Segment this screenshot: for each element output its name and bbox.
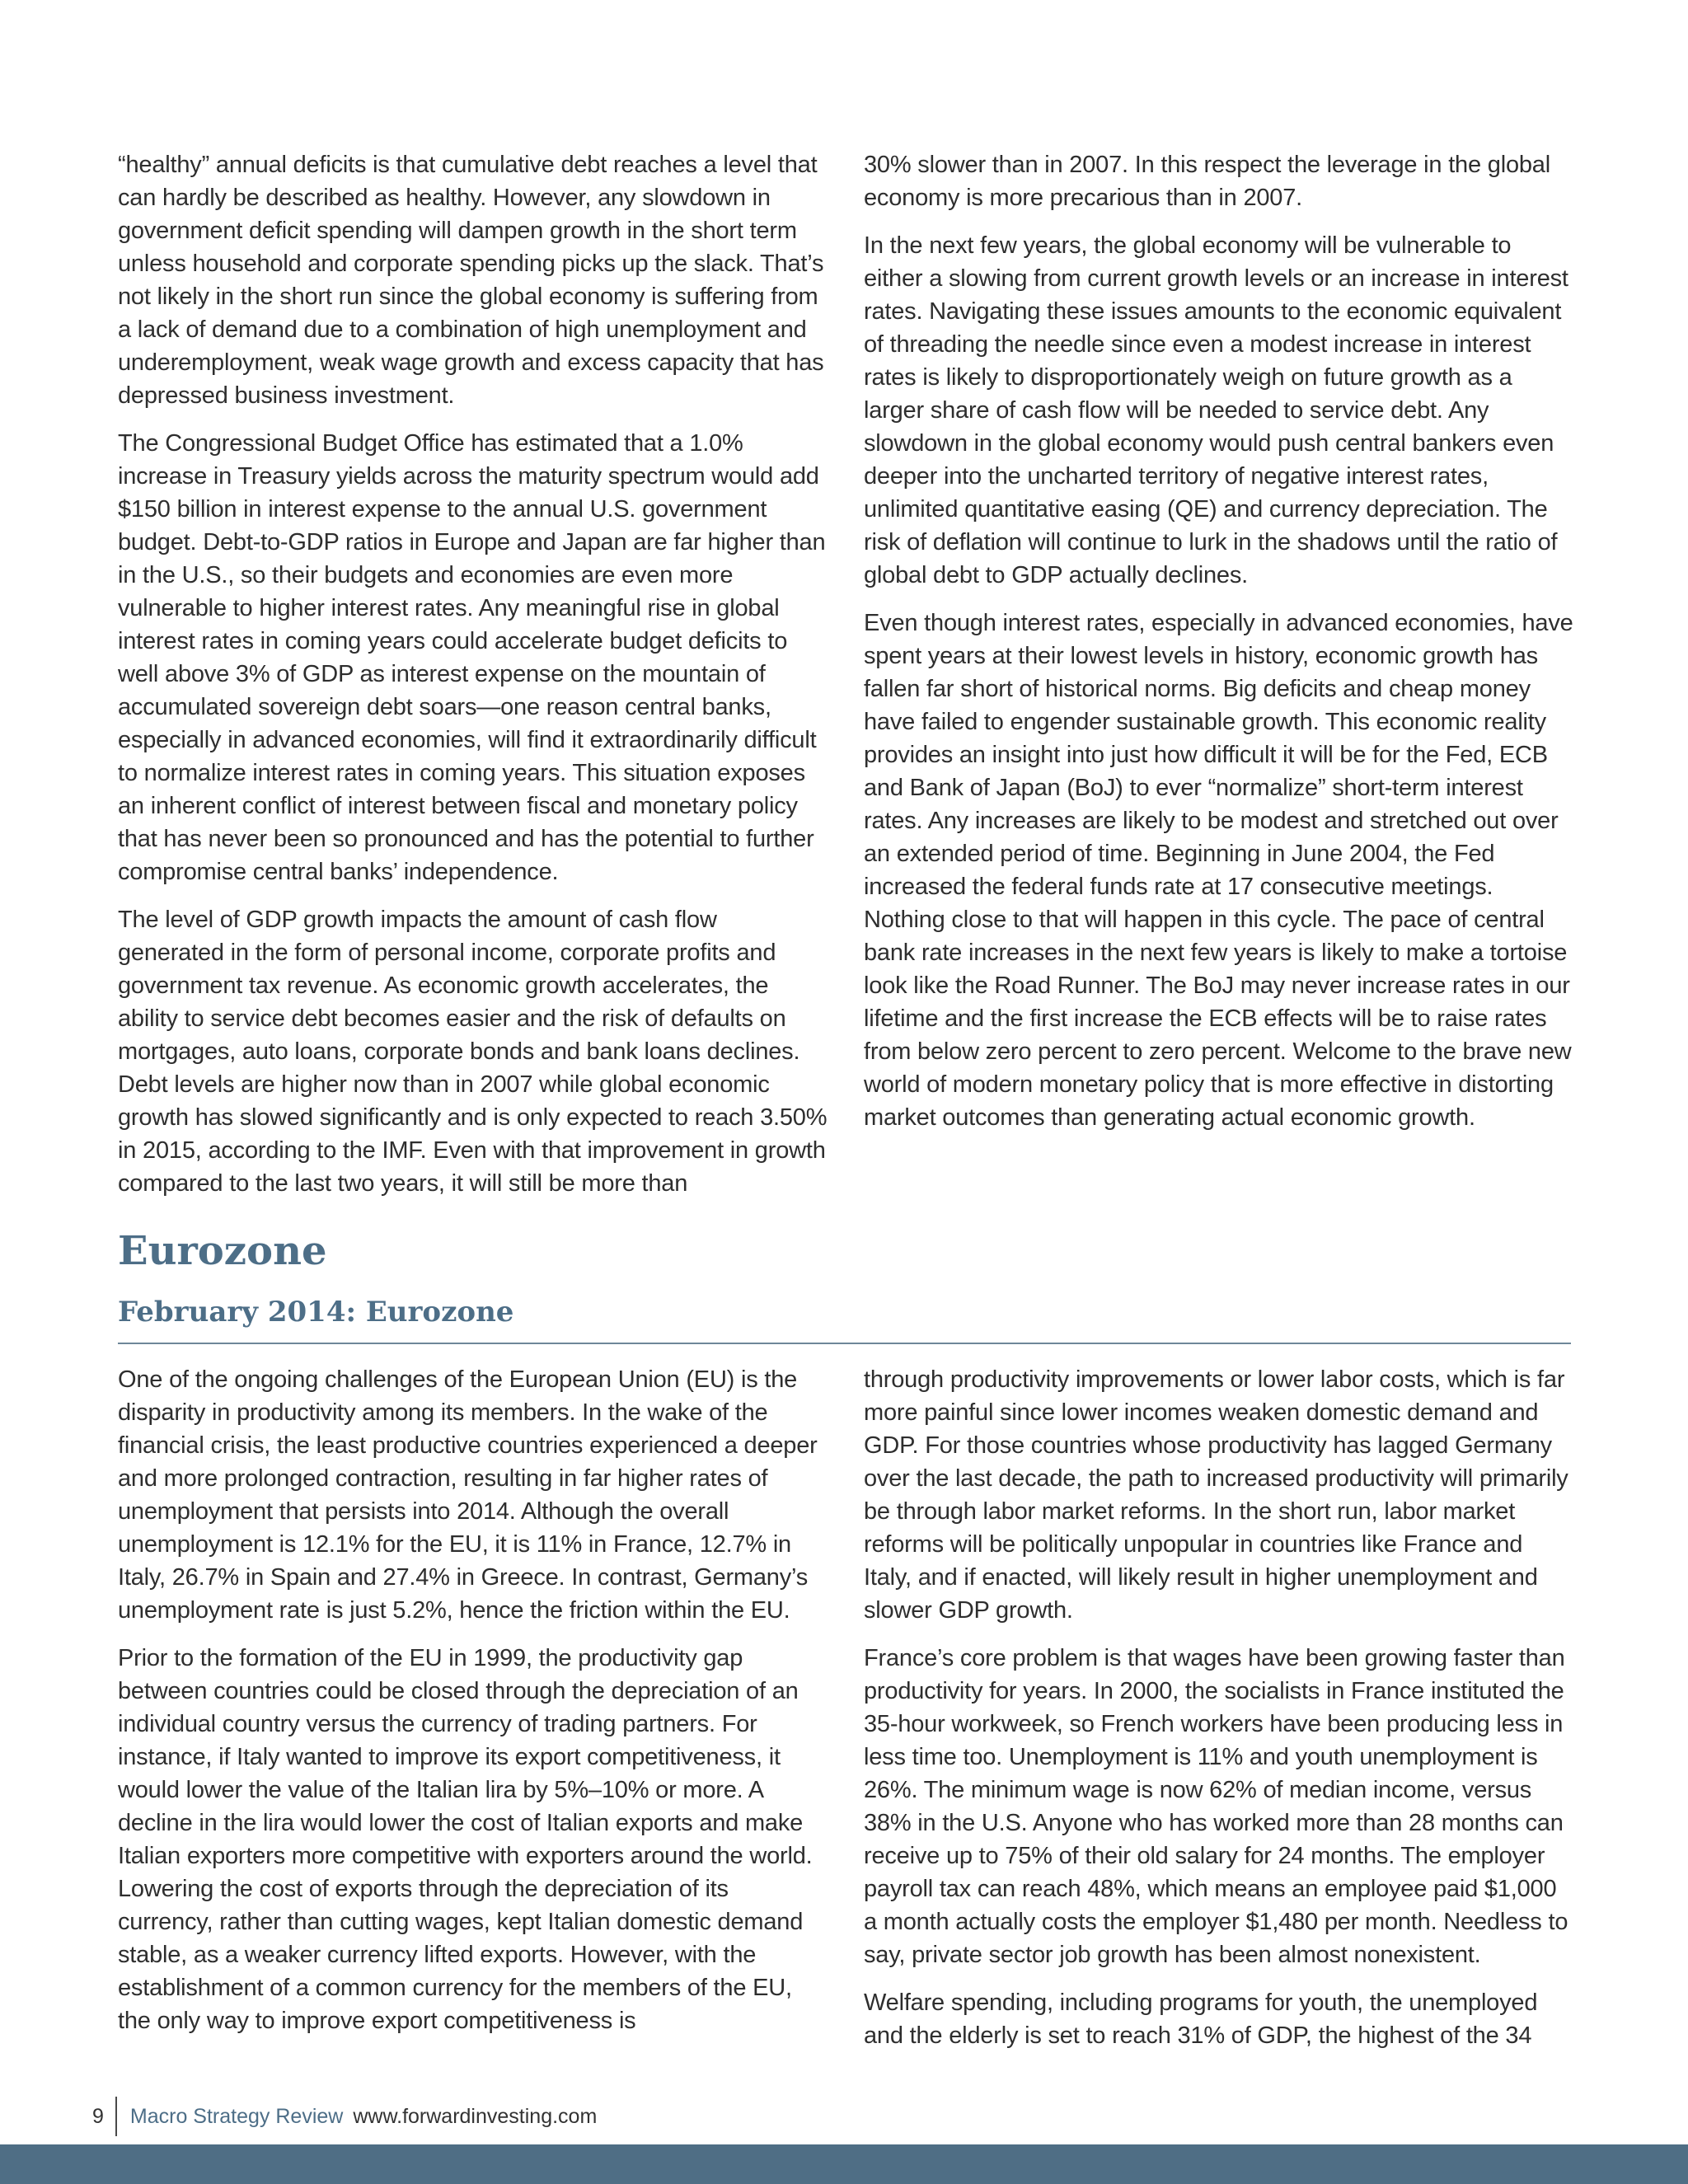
- body-paragraph: In the next few years, the global economy will be vulnerable to either a slowing from current growth levels or an increase in interest rates. Navigating these issues amounts to the economic equivalent of threading the needle since even a modest increase in interest rates is likely to disproportionately weigh on future growth as a larger share of cash flow will be needed to service debt. Any slowdown in the global economy would push central bankers even deeper into the uncharted territory of negative interest rates, unlimited quantitative easing (QE) and currency depreciation. The risk of deflation will continue to lurk in the shadows until the ratio of global debt to GDP actually declines.: [864, 232, 1568, 588]
- body-paragraph: Welfare spending, including programs for youth, the unemployed and the elderly is set to reach 31% of GDP, the highest of the 34: [864, 1990, 1538, 2049]
- footer-band: [0, 2144, 1688, 2184]
- section-title: Eurozone: [118, 1228, 327, 1274]
- section-subtitle: February 2014: Eurozone: [118, 1296, 514, 1329]
- body-paragraph: “healthy” annual deficits is that cumulative debt reaches a level that can hardly be described as healthy. However, any slowdown in government deficit spending will dampen growth in the short term unless household and corporate spending picks up the slack. That’s not likely in the short run since the global economy is suffering from a lack of demand due to a combination of high unemployment and underemployment, weak wage growth and excess capacity that has depressed business investment.: [118, 152, 824, 409]
- body-paragraph: The level of GDP growth impacts the amount of cash flow generated in the form of personal income, corporate profits and government tax revenue. As economic growth accelerates, the ability to service debt becomes easier and the risk of defaults on mortgages, auto loans, corporate bonds and bank loans declines. Debt levels are higher now than in 2007 while global economic growth has slowed significantly and is only expected to reach 3.50% in 2015, according to the IMF. Even with that improvement in growth compared to the last two years, it will still be more than: [118, 907, 828, 1197]
- section-divider: [118, 1343, 1571, 1344]
- body-paragraph: Even though interest rates, especially in advanced economies, have spent years at their lowest levels in history, economic growth has fallen far short of historical norms. Big deficits and cheap money have failed to engender sustainable growth. This economic reality provides an insight into just how difficult it will be for the Fed, ECB and Bank of Japan (BoJ) to ever “normalize” short-term interest rates. Any increases are likely to be modest and stretched out over an extended period of time. Beginning in June 2004, the Fed increased the federal funds rate at 17 consecutive meetings. Nothing close to that will happen in this cycle. The pace of central bank rate increases in the next few years is likely to make a tortoise look like the Road Runner. The BoJ may never increase rates in our lifetime and the first increase the ECB effects will be to raise rates from below zero percent to zero percent. Welcome to the brave new world of modern monetary policy that is more effective in distorting market outcomes than generating actual economic growth.: [864, 610, 1573, 1131]
- page-footer: [92, 2095, 597, 2138]
- body-paragraph: The Congressional Budget Office has estimated that a 1.0% increase in Treasury yields across the maturity spectrum would add $150 billion in interest expense to the annual U.S. government budget. Debt-to-GDP ratios in Europe and Japan are far higher than in the U.S., so their budgets and economies are even more vulnerable to higher interest rates. Any meaningful rise in global interest rates in coming years could accelerate budget deficits to well above 3% of GDP as interest expense on the mountain of accumulated sovereign debt soars—one reason central banks, especially in advanced economies, will find it extraordinarily difficult to normalize interest rates in coming years. This situation exposes an inherent conflict of interest between fiscal and monetary policy that has never been so pronounced and has the potential to further compromise central banks’ independence.: [118, 430, 826, 885]
- publication-name: Macro Strategy Review: [129, 2104, 344, 2128]
- website-link[interactable]: www.forwardinvesting.com: [353, 2104, 598, 2128]
- body-paragraph: 30% slower than in 2007. In this respect the leverage in the global economy is more precarious than in 2007.: [864, 152, 1550, 211]
- body-paragraph: France’s core problem is that wages have been growing faster than productivity for years. In 2000, the socialists in France instituted the 35-hour workweek, so French workers have been producing less in less time too. Unemployment is 11% and youth unemployment is 26%. The minimum wage is now 62% of median income, versus 38% in the U.S. Anyone who has worked more than 28 months can receive up to 75% of their old salary for 24 months. The employer payroll tax can reach 48%, which means an employee paid $1,000 a month actually costs the employer $1,480 per month. Needless to say, private sector job growth has been almost nonexistent.: [864, 1645, 1568, 1968]
- bottom-right-column: [864, 1363, 1574, 2067]
- body-paragraph: through productivity improvements or lower labor costs, which is far more painful since lower incomes weaken domestic demand and GDP. For those countries whose productivity has lagged Germany over the last decade, the path to increased productivity will primarily be through labor market reforms. In the short run, labor market reforms will be politically unpopular in countries like France and Italy, and if enacted, will likely result in higher unemployment and slower GDP growth.: [864, 1366, 1568, 1624]
- top-left-column: [118, 148, 828, 1215]
- body-paragraph: Prior to the formation of the EU in 1999, the productivity gap between countries could be closed through the depreciation of an individual country versus the currency of trading partners. For instance, if Italy wanted to improve its export competitiveness, it would lower the value of the Italian lira by 5%–10% or more. A decline in the lira would lower the cost of Italian exports and make Italian exporters more competitive with exporters around the world. Lowering the cost of exports through the depreciation of its currency, rather than cutting wages, kept Italian domestic demand stable, as a weaker currency lifted exports. However, with the establishment of a common currency for the members of the EU, the only way to improve export competitiveness is: [118, 1645, 813, 2034]
- body-paragraph: One of the ongoing challenges of the European Union (EU) is the disparity in productivity among its members. In the wake of the financial crisis, the least productive countries experienced a deeper and more prolonged contraction, resulting in far higher rates of unemployment that persists into 2014. Although the overall unemployment is 12.1% for the EU, it is 11% in France, 12.7% in Italy, 26.7% in Spain and 27.4% in Greece. In contrast, Germany’s unemployment rate is just 5.2%, hence the friction within the EU.: [118, 1366, 818, 1624]
- bottom-left-column: [118, 1363, 828, 2052]
- footer-divider: [115, 2097, 117, 2136]
- page-number: 9: [92, 2104, 104, 2128]
- top-right-column: [864, 148, 1574, 1149]
